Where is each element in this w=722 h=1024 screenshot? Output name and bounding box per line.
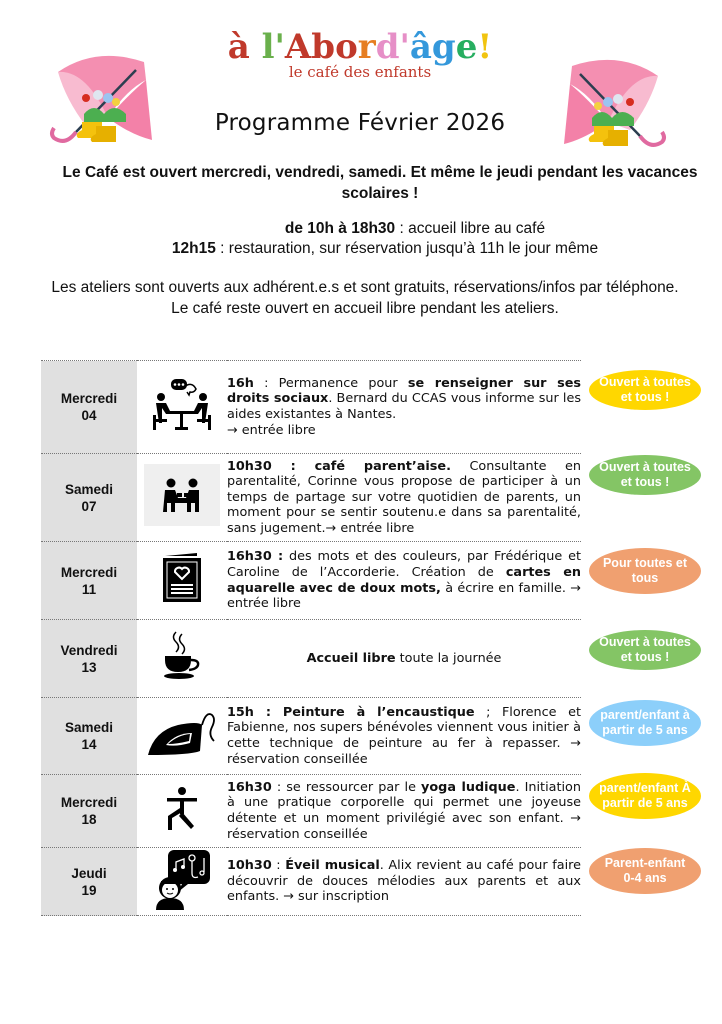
event-day-number: 11	[81, 581, 97, 597]
lunch-desc: : restauration, sur réservation jusqu’à 11h le jour même	[215, 240, 599, 257]
event-day-number: 19	[81, 882, 97, 898]
event-date	[41, 698, 137, 775]
coffee-meeting-icon	[144, 464, 220, 526]
event-row	[41, 698, 581, 775]
event-description	[227, 542, 581, 620]
opening-hours-time: de 10h à 18h30	[284, 220, 396, 237]
logo-wordmark	[200, 28, 520, 66]
event-highlight: 10h30	[227, 858, 272, 874]
event-date	[41, 454, 137, 542]
event-text: → entrée libre	[227, 422, 316, 438]
event-highlight: Éveil musical	[285, 858, 380, 874]
logo-letter: e	[455, 27, 478, 67]
logo-letter: o	[335, 27, 358, 67]
audience-badge: parent/enfant À partir de 5 ans	[589, 773, 701, 819]
event-description	[227, 698, 581, 775]
audience-badge: Ouvert à toutes et tous !	[589, 370, 701, 410]
coffee-cup-icon	[162, 630, 202, 682]
event-row	[41, 361, 581, 454]
opening-hours-line	[60, 219, 700, 239]
event-text: Consultante en parentalité, Corinne vous propose de participer à un temps de partage sur votre quotidien de parents, un moment pour se sentir soutenu.e dans sa parentalité, sans jugement.→ entrée libre	[227, 458, 581, 536]
event-date	[41, 361, 137, 454]
greeting-card-icon	[157, 552, 207, 604]
event-highlight: cartes en aquarelle avec de doux mots,	[227, 564, 581, 596]
event-text: : se ressourcer par le	[271, 779, 422, 795]
event-date	[41, 848, 137, 916]
event-day-number: 04	[81, 408, 97, 423]
audience-badge: Ouvert à toutes et tous !	[589, 455, 701, 495]
event-weekday: Samedi	[64, 720, 114, 735]
event-highlight: Accueil libre	[306, 650, 396, 666]
audience-badge: Pour toutes et tous	[589, 548, 701, 594]
event-row	[41, 775, 581, 848]
event-weekday: Vendredi	[60, 642, 118, 658]
event-description	[227, 620, 581, 698]
event-description	[227, 775, 581, 848]
event-highlight: 10h30 : café parent’aise.	[227, 458, 451, 474]
audience-badge: Ouvert à toutes et tous !	[589, 630, 701, 670]
event-weekday: Mercredi	[60, 391, 118, 406]
audience-badge: Parent-enfant 0-4 ans	[589, 848, 701, 894]
event-description	[227, 454, 581, 542]
event-highlight: 16h	[227, 375, 254, 391]
event-weekday: Mercredi	[60, 795, 118, 810]
event-row	[41, 848, 581, 916]
logo-letter: r	[357, 27, 376, 67]
event-text: : Permanence pour	[253, 375, 408, 391]
iron-icon	[146, 709, 218, 759]
event-highlight: 16h30	[227, 779, 272, 795]
logo-letter: !	[477, 27, 493, 67]
event-highlight: se renseigner sur ses droits sociaux	[227, 375, 582, 407]
event-description	[227, 848, 581, 916]
event-day-number: 18	[81, 812, 97, 827]
cafe-logo	[200, 28, 520, 80]
umbrella-boots-illustration-right	[560, 44, 670, 149]
event-row	[41, 542, 581, 620]
meeting-icon	[151, 377, 213, 433]
event-text: :	[271, 858, 286, 874]
event-date	[41, 775, 137, 848]
event-text: à écrire en famille. → entrée libre	[227, 580, 581, 612]
event-text: toute la journée	[395, 650, 502, 666]
logo-tagline: le café des enfants	[288, 63, 432, 81]
event-text: . Bernard du CCAS vous informe sur les aides existantes à Nantes.	[227, 391, 581, 422]
event-day-number: 07	[81, 498, 97, 514]
event-text: . Alix revient au café pour faire découvrir de douces mélodies aux parents et aux enfants. → sur inscription	[227, 858, 582, 905]
opening-hours-desc: : accueil libre au café	[395, 220, 546, 237]
event-weekday: Samedi	[64, 481, 114, 497]
logo-letter: âg	[409, 27, 456, 67]
logo-letter: Ab	[284, 27, 336, 67]
workshops-info-text: Les ateliers sont ouverts aux adhérent.e.s et sont gratuits, réservations/infos par téléphone. Le café reste ouvert en accueil libre pendant les ateliers.	[51, 279, 679, 317]
lunch-line	[60, 239, 700, 259]
event-description	[227, 361, 581, 454]
logo-letter: d'	[375, 27, 410, 67]
umbrella-boots-illustration-left	[46, 40, 156, 145]
event-row	[41, 454, 581, 542]
event-text: . Initiation à une pratique corporelle qui permet une joyeuse détente et un moment privilégié avec son enfant. → réservation conseillée	[227, 779, 581, 842]
audience-badge: parent/enfant à partir de 5 ans	[589, 700, 701, 746]
logo-letter: à	[227, 27, 262, 67]
music-child-icon	[152, 848, 212, 910]
lunch-time: 12h15	[171, 240, 216, 257]
event-date	[41, 620, 137, 698]
event-date	[41, 542, 137, 620]
event-highlight: 15h : Peinture à l’encaustique	[227, 704, 475, 720]
event-row	[41, 620, 581, 698]
event-weekday: Mercredi	[60, 564, 118, 580]
event-highlight: 16h30 :	[227, 549, 284, 565]
event-day-number: 14	[81, 737, 97, 752]
event-text: ; Florence et Fabienne, nos supers bénévoles viennent vous initier à cette technique de peinture au fer à repasser. → réservation conseillée	[227, 704, 581, 767]
opening-days-text: Le Café est ouvert mercredi, vendredi, samedi. Et même le jeudi pendant les vacances scolaires !	[62, 164, 698, 202]
event-text: des mots et des couleurs, par Frédérique et Caroline de l’Accorderie. Création de	[227, 549, 581, 580]
logo-letter: l'	[261, 27, 285, 67]
event-weekday: Jeudi	[71, 865, 107, 881]
page-title: Programme Février 2026	[214, 110, 506, 136]
program-table	[41, 360, 581, 916]
event-highlight: yoga ludique	[421, 779, 516, 795]
event-day-number: 13	[81, 659, 97, 675]
yoga-icon	[165, 786, 199, 832]
